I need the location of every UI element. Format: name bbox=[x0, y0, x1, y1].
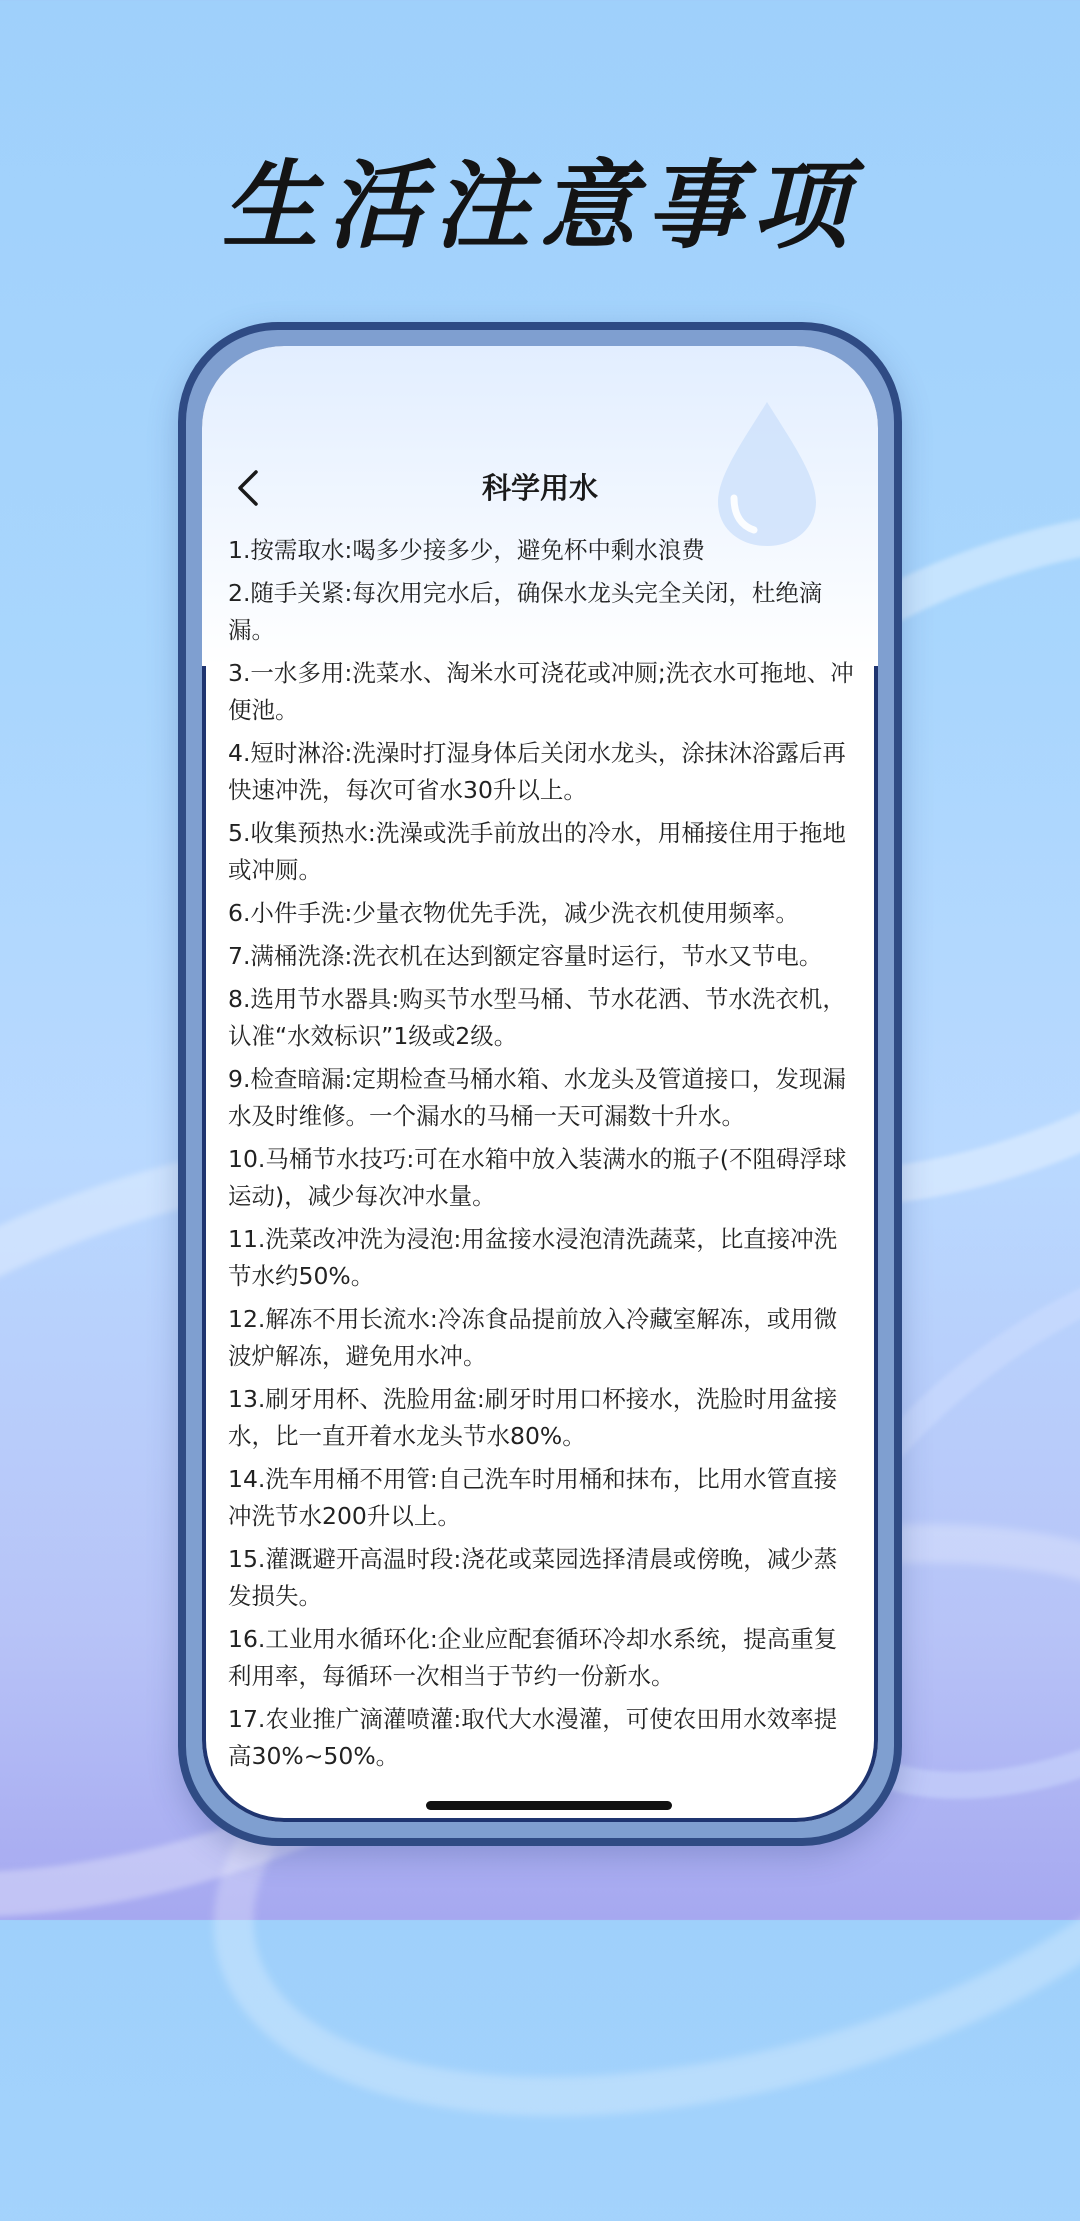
home-indicator[interactable] bbox=[426, 1801, 672, 1810]
list-item: 13.刷牙用杯、洗脸用盆:刷牙时用口杯接水，洗脸时用盆接水，比一直开着水龙头节水80%。 bbox=[228, 1385, 838, 1450]
list-item: 10.马桶节水技巧:可在水箱中放入装满水的瓶子(不阻碍浮球运动)，减少每次冲水量。 bbox=[228, 1145, 847, 1210]
list-item: 7.满桶洗涤:洗衣机在达到额定容量时运行，节水又节电。 bbox=[228, 942, 823, 970]
list-item: 15.灌溉避开高温时段:浇花或菜园选择清晨或傍晚，减少蒸发损失。 bbox=[228, 1545, 838, 1610]
list-item: 4.短时淋浴:洗澡时打湿身体后关闭水龙头，涂抹沐浴露后再快速冲洗，每次可省水30升以上。 bbox=[228, 739, 846, 804]
list-item: 5.收集预热水:洗澡或洗手前放出的冷水，用桶接住用于拖地或冲厕。 bbox=[228, 819, 846, 884]
list-item: 16.工业用水循环化:企业应配套循环冷却水系统，提高重复利用率，每循环一次相当于节约一份新水。 bbox=[228, 1625, 838, 1690]
list-item: 14.洗车用桶不用管:自己洗车时用桶和抹布，比用水管直接冲洗节水200升以上。 bbox=[228, 1465, 838, 1530]
list-item: 8.选用节水器具:购买节水型马桶、节水花洒、节水洗衣机，认准“水效标识”1级或2级。 bbox=[228, 985, 846, 1050]
list-item: 17.农业推广滴灌喷灌:取代大水漫灌，可使农田用水效率提高30%~50%。 bbox=[228, 1705, 838, 1770]
list-item: 2.随手关紧:每次用完水后，确保水龙头完全关闭，杜绝滴漏。 bbox=[228, 579, 823, 644]
list-item: 1.按需取水:喝多少接多少，避免杯中剩水浪费 bbox=[228, 536, 705, 564]
list-item: 11.洗菜改冲洗为浸泡:用盆接水浸泡清洗蔬菜，比直接冲洗节水约50%。 bbox=[228, 1225, 838, 1290]
nav-bar bbox=[202, 454, 878, 524]
phone-screen bbox=[202, 346, 878, 1822]
list-item: 3.一水多用:洗菜水、淘米水可浇花或冲厕;洗衣水可拖地、冲便池。 bbox=[228, 659, 854, 724]
list-item: 6.小件手洗:少量衣物优先手洗，减少洗衣机使用频率。 bbox=[228, 899, 799, 927]
phone-frame bbox=[178, 322, 902, 1846]
list-item: 9.检查暗漏:定期检查马桶水箱、水龙头及管道接口，发现漏水及时维修。一个漏水的马桶一天可漏数十升水。 bbox=[228, 1065, 846, 1130]
promo-headline: 生活注意事项 bbox=[222, 150, 858, 262]
list-item: 12.解冻不用长流水:冷冻食品提前放入冷藏室解冻，或用微波炉解冻，避免用水冲。 bbox=[228, 1305, 838, 1370]
tips-list bbox=[228, 532, 860, 1781]
page-title: 科学用水 bbox=[481, 471, 598, 505]
